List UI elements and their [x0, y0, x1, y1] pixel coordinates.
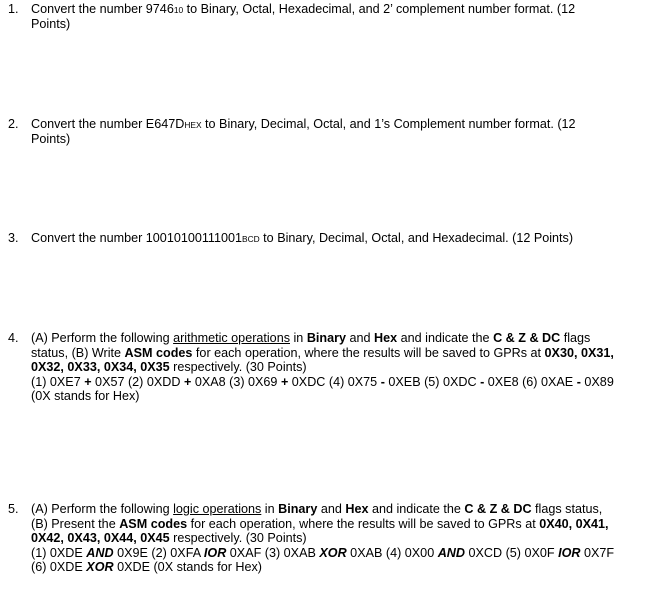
operation-text: (1) 0XE7 [31, 374, 85, 389]
base-subscript: 10 [173, 5, 184, 15]
operation-text: 0XCD (5) 0X0F [465, 545, 559, 560]
question-text [31, 117, 659, 146]
question-text-part: and indicate the [397, 331, 494, 345]
logic-operator: XOR [86, 560, 114, 575]
question-text-part: and indicate the [368, 502, 465, 516]
flags-term: C & Z & DC [493, 331, 561, 345]
question-points: respectively. (30 Points) [169, 531, 307, 546]
question-text-part: and [317, 502, 346, 516]
operator: - [576, 374, 581, 389]
logic-operator: XOR [319, 545, 347, 560]
base-subscript: BCD [242, 234, 260, 244]
asm-codes-term: ASM codes [124, 345, 193, 360]
question-text-part: for each operation, where the results will be saved to GPRs at [192, 345, 545, 360]
logic-operations-link: logic operations [173, 502, 262, 516]
question-text-part: for each operation, where the results will be saved to GPRs at [187, 516, 540, 531]
question-text [31, 231, 659, 246]
operation-text: (6) 0XDE [31, 560, 87, 575]
register-list: 0X30, 0X31, [544, 345, 614, 360]
logic-operator: IOR [203, 545, 227, 560]
question-text [31, 2, 659, 31]
operation-text: 0XDC (4) 0X75 [288, 374, 381, 389]
operation-text: 0XAF (3) 0XAB [226, 545, 320, 560]
bold-term: Binary [306, 331, 347, 345]
question-text-part: to Binary, Octal, Hexadecimal, and 2’ complement number format. (12 [183, 2, 576, 16]
question-text-part: in [261, 502, 279, 516]
bold-term: Hex [345, 502, 369, 516]
question-number: 2. [8, 117, 19, 131]
operator: - [480, 374, 485, 389]
register-list: 0X40, 0X41, [539, 516, 609, 531]
operation-text: 0XE8 (6) 0XAE [484, 374, 577, 389]
operation-text: 0X89 [580, 374, 614, 389]
logic-operator: AND [437, 545, 465, 560]
question-points: Points) [31, 16, 71, 31]
operation-text: 0XEB (5) 0XDC [384, 374, 481, 389]
question-number: 5. [8, 502, 19, 516]
operation-text: 0XDE (0X stands for Hex) [113, 560, 262, 575]
question-points: respectively. (30 Points) [169, 360, 307, 375]
operator: - [380, 374, 385, 389]
question-text-part: to Binary, Decimal, Octal, and Hexadecimal. (12 Points) [259, 231, 574, 245]
question-text-part: in [290, 331, 307, 345]
operation-text: 0XA8 (3) 0X69 [191, 374, 281, 389]
question-text-part: and [346, 331, 375, 345]
flags-term: C & Z & DC [464, 502, 532, 516]
question-text-part: flags status, [531, 502, 603, 516]
question-number: 4. [8, 331, 19, 345]
hex-note: (0X stands for Hex) [31, 389, 140, 404]
operator: + [183, 374, 192, 389]
operation-text: 0X57 (2) 0XDD [91, 374, 184, 389]
asm-codes-term: ASM codes [119, 516, 188, 531]
question-points: Points) [31, 131, 71, 146]
question-text-part: flags [560, 331, 591, 345]
question-text-part: (B) Present the [31, 516, 120, 531]
logic-operator: AND [86, 545, 114, 560]
arithmetic-operations-link: arithmetic operations [173, 331, 290, 345]
question-text [31, 331, 659, 404]
operation-text: (1) 0XDE [31, 545, 87, 560]
question-text [31, 502, 659, 575]
question-text-part: Convert the number 10010100111001 [31, 231, 242, 245]
question-text-part: (A) Perform the following [31, 502, 174, 516]
operation-text: 0X9E (2) 0XFA [113, 545, 204, 560]
operator: + [84, 374, 92, 389]
question-number: 3. [8, 231, 19, 245]
question-text-part: (A) Perform the following [31, 331, 174, 345]
operation-text: 0X7F [580, 545, 615, 560]
question-text-part: status, (B) Write [31, 345, 125, 360]
question-text-part: to Binary, Decimal, Octal, and 1’s Complement number format. (12 [201, 117, 576, 131]
question-number: 1. [8, 2, 19, 16]
bold-term: Binary [278, 502, 318, 516]
question-text-part: Convert the number E647D [31, 117, 185, 131]
operation-text: 0XAB (4) 0X00 [346, 545, 438, 560]
question-text-part: Convert the number 9746 [31, 2, 174, 16]
register-list: 0X32, 0X33, 0X34, 0X35 [31, 360, 170, 375]
operator: + [280, 374, 289, 389]
register-list: 0X42, 0X43, 0X44, 0X45 [31, 531, 170, 546]
logic-operator: IOR [558, 545, 581, 560]
bold-term: Hex [374, 331, 398, 345]
base-subscript: HEX [184, 120, 202, 130]
